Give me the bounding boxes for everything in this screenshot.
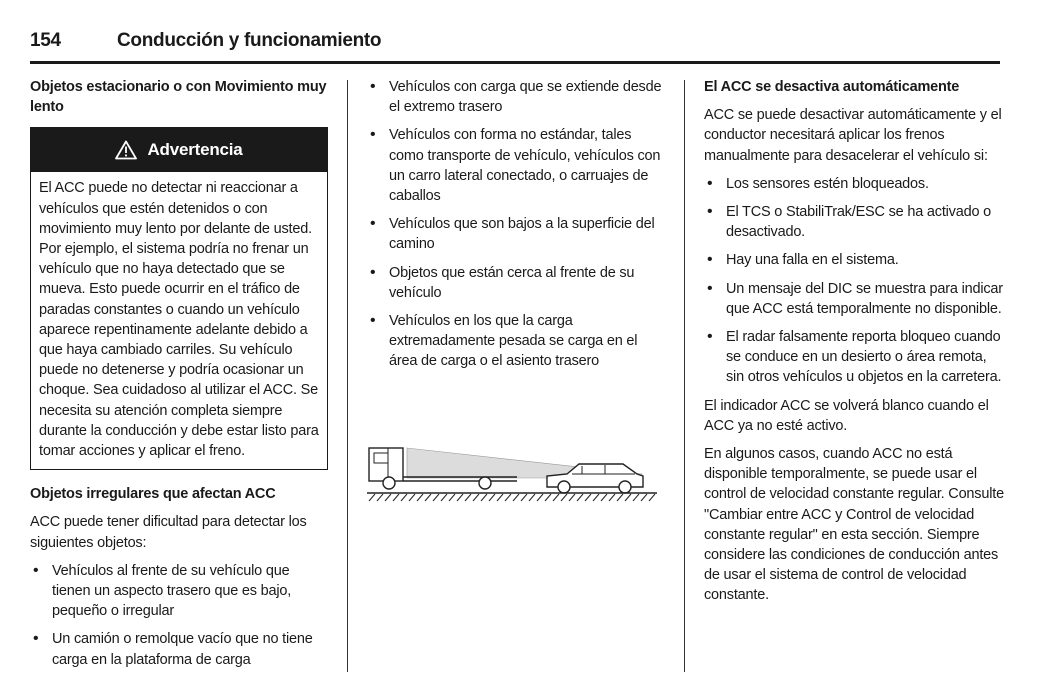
truck-car-radar-illustration — [367, 440, 663, 512]
regular-cruise-paragraph: En algunos casos, cuando ACC no está disponible temporalmente, se puede usar el control de velocidad constante regular. Consulte "Cambiar entre ACC y Control de velocidad constante regular" en esta sección. Siempre considere las condiciones de conducción antes de usar el sistema de control de velocidad constante. — [704, 446, 1004, 604]
page-header — [30, 30, 1000, 62]
acc-indicator-paragraph: El indicador ACC se volverá blanco cuando el ACC ya no esté activo. — [704, 397, 989, 434]
list-item: • Vehículos que son bajos a la superficie del camino — [367, 214, 667, 254]
column-right — [704, 77, 1004, 614]
irregular-objects-intro: ACC puede tener dificultad para detectar los siguientes objetos: — [30, 514, 307, 551]
column-divider-right — [684, 80, 685, 672]
list-item: • El radar falsamente reporta bloqueo cuando se conduce en un desierto o área remota, sin otros vehículos u objetos en la carretera. — [704, 327, 1004, 388]
section-title: Conducción y funcionamiento — [117, 30, 382, 51]
column-middle — [367, 77, 667, 518]
irregular-objects-list — [30, 561, 330, 670]
page-number: 154 — [30, 30, 61, 51]
list-item: • Vehículos con carga que se extiende desde el extremo trasero — [367, 77, 667, 117]
list-item: • Un mensaje del DIC se muestra para indicar que ACC está temporalmente no disponible. — [704, 279, 1004, 319]
warning-triangle-icon — [115, 140, 137, 160]
list-item: • Vehículos al frente de su vehículo que tienen un aspecto trasero que es bajo, pequeño o irregular — [30, 561, 330, 622]
list-item: • Un camión o remolque vacío que no tiene carga en la plataforma de carga — [30, 629, 330, 669]
column-left — [30, 77, 330, 678]
column-divider-left — [347, 80, 348, 672]
acc-deactivate-intro: ACC se puede desactivar automáticamente y el conductor necesitará aplicar los frenos manualmente para desacelerar el vehículo si: — [704, 107, 1002, 164]
list-item: • Vehículos en los que la carga extremadamente pesada se carga en el área de carga o el asiento trasero — [367, 311, 667, 372]
heading-irregular-objects: Objetos irregulares que afectan ACC — [30, 486, 276, 503]
warning-box — [30, 127, 328, 470]
warning-header — [31, 128, 327, 172]
list-item: • Objetos que están cerca al frente de su vehículo — [367, 263, 667, 303]
irregular-objects-list-continued — [367, 77, 667, 372]
heading-stationary-objects: Objetos estacionario o con Movimiento muy lento — [30, 79, 327, 116]
warning-title: Advertencia — [147, 140, 243, 160]
list-item: • El TCS o StabiliTrak/ESC se ha activado o desactivado. — [704, 202, 1004, 242]
header-rule — [30, 61, 1000, 64]
heading-acc-auto-deactivate: El ACC se desactiva automáticamente — [704, 79, 960, 95]
list-item: • Los sensores estén bloqueados. — [704, 174, 1004, 194]
warning-text: El ACC puede no detectar ni reaccionar a vehículos que estén detenidos o con movimiento muy lento por delante de usted. Por ejemplo, el sistema podría no frenar un vehículo que no haya detectado que se mueva. Esto puede ocurrir en el tráfico de paradas constantes o cuando un vehículo aparece repentinamente adelante debido a que haya cambiado carriles. Su vehículo puede no detenerse y podría ocasionar un choque. Sea cuidadoso al utilizar el ACC. Se necesita su atención completa siempre durante la conducción y debe estar listo para tomar acciones y aplicar el freno. — [39, 180, 319, 460]
list-item: • Vehículos con forma no estándar, tales como transporte de vehículo, vehículos con un carro lateral conectado, o carruajes de caballos — [367, 125, 667, 206]
acc-deactivate-list — [704, 174, 1004, 388]
list-item: • Hay una falla en el sistema. — [704, 250, 1004, 270]
